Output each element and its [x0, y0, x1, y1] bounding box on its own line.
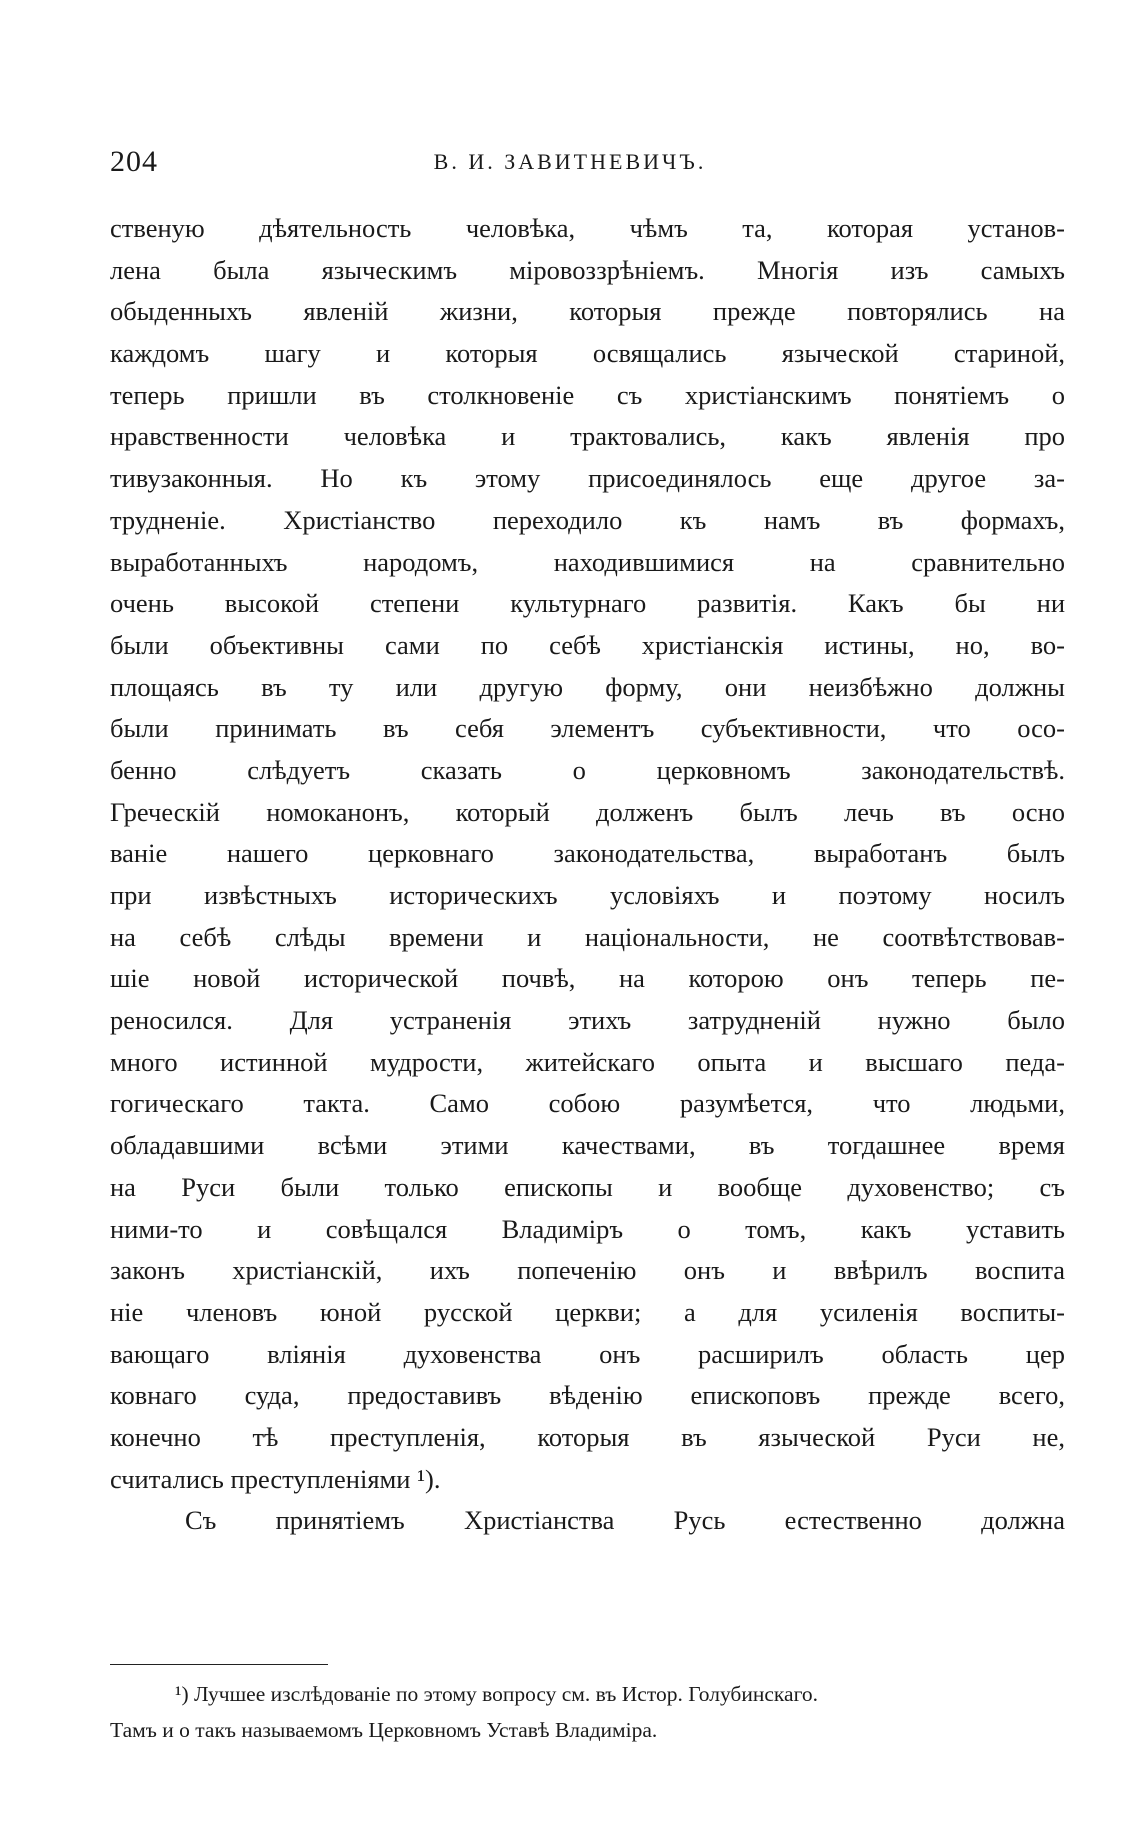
text-line: Греческій номоканонъ, который долженъ былъ лечь въ осно	[110, 796, 1065, 827]
text-line: были принимать въ себя элементъ субъективности, что осо-	[110, 713, 1065, 744]
text-line: гогическаго такта. Само собою разумѣется, что людьми,	[110, 1088, 1065, 1119]
text-line: обладавшими всѣми этими качествами, въ тогдашнее время	[110, 1130, 1065, 1161]
text-line: бенно слѣдуетъ сказать о церковномъ законодательствѣ.	[110, 754, 1065, 785]
text-line: нравственности человѣка и трактовались, какъ явленія про	[110, 421, 1065, 452]
text-line: ніе членовъ юной русской церкви; а для усиленія воспиты-	[110, 1296, 1065, 1327]
text-line: считались преступленіями ¹).	[110, 1463, 441, 1494]
text-line: конечно тѣ преступленія, которыя въ языческой Руси не,	[110, 1421, 1065, 1452]
text-line: ковнаго суда, предоставивъ вѣденію епископовъ прежде всего,	[110, 1380, 1065, 1411]
paragraph-start-line: Съ принятіемъ Христіанства Русь естественно должна	[185, 1505, 1065, 1536]
footnote-line: ¹) Лучшее изслѣдованіе по этому вопросу см. въ Истор. Голубинскаго.	[175, 1682, 818, 1706]
text-line: ваніе нашего церковнаго законодательства, выработанъ былъ	[110, 838, 1065, 869]
page-number: 204	[110, 145, 158, 178]
text-line: ними-то и совѣщался Владиміръ о томъ, какъ уставить	[110, 1213, 1065, 1244]
text-line: вающаго вліянія духовенства онъ расширилъ область цер	[110, 1338, 1065, 1369]
page-header	[110, 145, 1030, 185]
text-line: площаясь въ ту или другую форму, они неизбѣжно должны	[110, 671, 1065, 702]
text-line: трудненіе. Христіанство переходило къ намъ въ формахъ,	[110, 504, 1065, 535]
text-line: на Руси были только епископы и вообще духовенство; съ	[110, 1171, 1065, 1202]
running-title: В. И. ЗАВИТНЕВИЧЪ.	[433, 149, 707, 174]
text-line: шіе новой исторической почвѣ, на которою онъ теперь пе-	[110, 963, 1065, 994]
text-line: каждомъ шагу и которыя освящались языческой стариной,	[110, 338, 1065, 369]
footnote-line: Тамъ и о такъ называемомъ Церковномъ Уставѣ Владиміра.	[110, 1718, 658, 1742]
text-line: законъ христіанскій, ихъ попеченію онъ и ввѣрилъ воспита	[110, 1255, 1065, 1286]
text-line: лена была языческимъ міровоззрѣніемъ. Многія изъ самыхъ	[110, 254, 1065, 285]
text-line: тивузаконныя. Но къ этому присоединялось еще другое за-	[110, 463, 1065, 494]
text-line: при извѣстныхъ историческихъ условіяхъ и поэтому носилъ	[110, 880, 1065, 910]
text-line: теперь пришли въ столкновеніе съ христіанскимъ понятіемъ о	[110, 379, 1065, 410]
text-line: выработанныхъ народомъ, находившимися на сравнительно	[110, 546, 1065, 577]
text-line: обыденныхъ явленій жизни, которыя прежде повторялись на	[110, 296, 1065, 327]
text-line: ственую дѣятельность человѣка, чѣмъ та, которая установ-	[110, 213, 1065, 243]
text-line: очень высокой степени культурнаго развитія. Какъ бы ни	[110, 588, 1065, 619]
body-text	[110, 208, 1065, 1542]
text-line: были объективны сами по себѣ христіанскія истины, но, во-	[110, 629, 1065, 660]
footnotes	[110, 1676, 1070, 1748]
text-line: реносился. Для устраненія этихъ затрудненій нужно было	[110, 1005, 1065, 1036]
footnote-divider	[110, 1664, 328, 1665]
text-line: на себѣ слѣды времени и національности, не соотвѣтствовав-	[110, 921, 1065, 952]
text-line: много истинной мудрости, житейскаго опыта и высшаго педа-	[110, 1046, 1065, 1077]
